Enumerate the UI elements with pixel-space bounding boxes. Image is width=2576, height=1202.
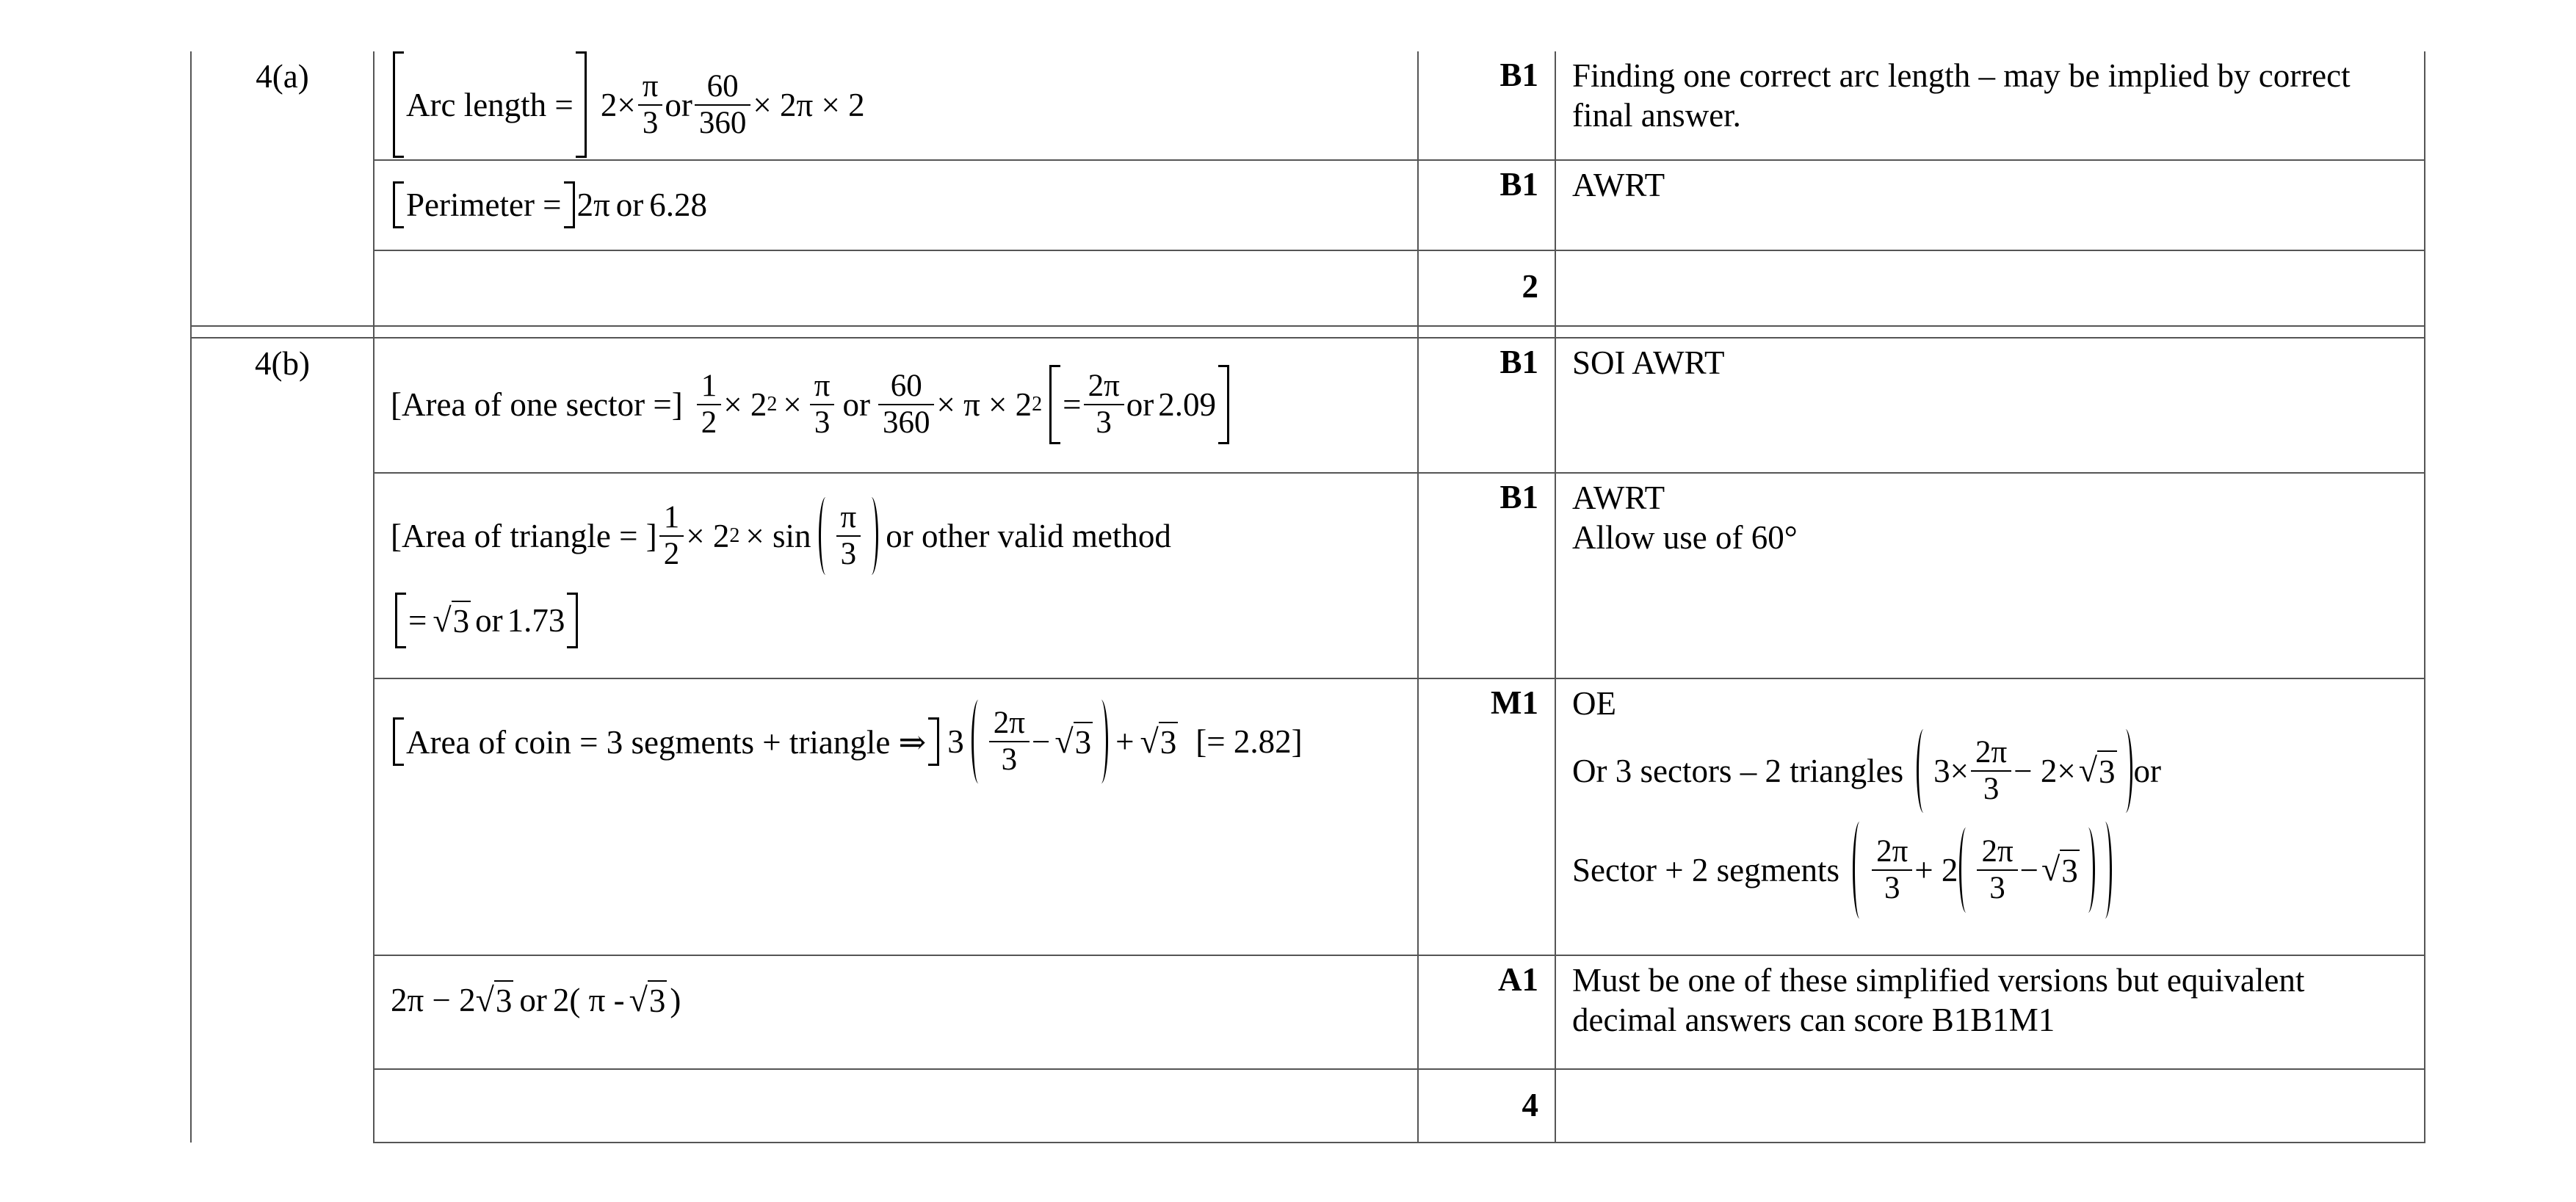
mark-4b-2: B1 — [1418, 473, 1555, 678]
answer-4b-coin-area: Area of coin = 3 segments + triangle ⇒ 3 2π 3 − √ 3 + √ 3 [= 2.82] — [374, 678, 1418, 955]
answer-4a-perimeter: Perimeter = 2π or 6.28 — [374, 160, 1418, 250]
mark-scheme-table — [190, 51, 2424, 1143]
question-label-4b: 4(b) — [191, 338, 374, 1143]
comment-4b-1: SOI AWRT — [1555, 338, 2425, 473]
answer-4b-triangle-area: [Area of triangle = ] $\frac{1}{2}$ × 2 2 × sin π 3 or other valid method = √ 3 or 1.73 — [374, 473, 1418, 678]
answer-4a-total-blank — [374, 250, 1418, 326]
mark-4b-1: B1 — [1418, 338, 1555, 473]
answer-4b-total-blank — [374, 1069, 1418, 1143]
mark-4b-4: A1 — [1418, 955, 1555, 1069]
total-4b: 4 — [1418, 1069, 1555, 1143]
mark-4a-2: B1 — [1418, 160, 1555, 250]
mark-4b-3: M1 — [1418, 678, 1555, 955]
answer-4b-final: 2π − 2 √ 3 or 2( π - √ 3 ) — [374, 955, 1418, 1069]
question-label-4a: 4(a) — [191, 51, 374, 326]
comment-4b-3: OE Or 3 sectors – 2 triangles 3× $\frac{2\pi}{3}$ − 2× √ 3 or Sector + 2 segments 2π 3 + 2 2π 3 − √ 3 — [1555, 678, 2425, 955]
answer-4b-sector-area: [Area of one sector =] $\frac{1}{2}$ × 2 2 × $\frac{\pi}{3}$ or $\frac{60}{360}$ × π × 2 2 = $\frac{2\pi}{3}$ or 2.09 — [374, 338, 1418, 473]
total-4a: 2 — [1418, 250, 1555, 326]
answer-4a-arc-length: Arc length = 2× $\frac{\pi}{3}$ or $\frac{60}{360}$ × 2π × 2 — [374, 51, 1418, 160]
comment-4b-2: AWRT Allow use of 60° — [1555, 473, 2425, 678]
comment-4b-4: Must be one of these simplified versions but equivalent decimal answers can score B1B1M1 — [1555, 955, 2425, 1069]
comment-4a-2: AWRT — [1555, 160, 2425, 250]
comment-4a-total-blank — [1555, 250, 2425, 326]
comment-4b-total-blank — [1555, 1069, 2425, 1143]
mark-4a-1: B1 — [1418, 51, 1555, 160]
part-separator — [191, 326, 2425, 338]
comment-4a-1: Finding one correct arc length – may be implied by correct final answer. — [1555, 51, 2425, 160]
